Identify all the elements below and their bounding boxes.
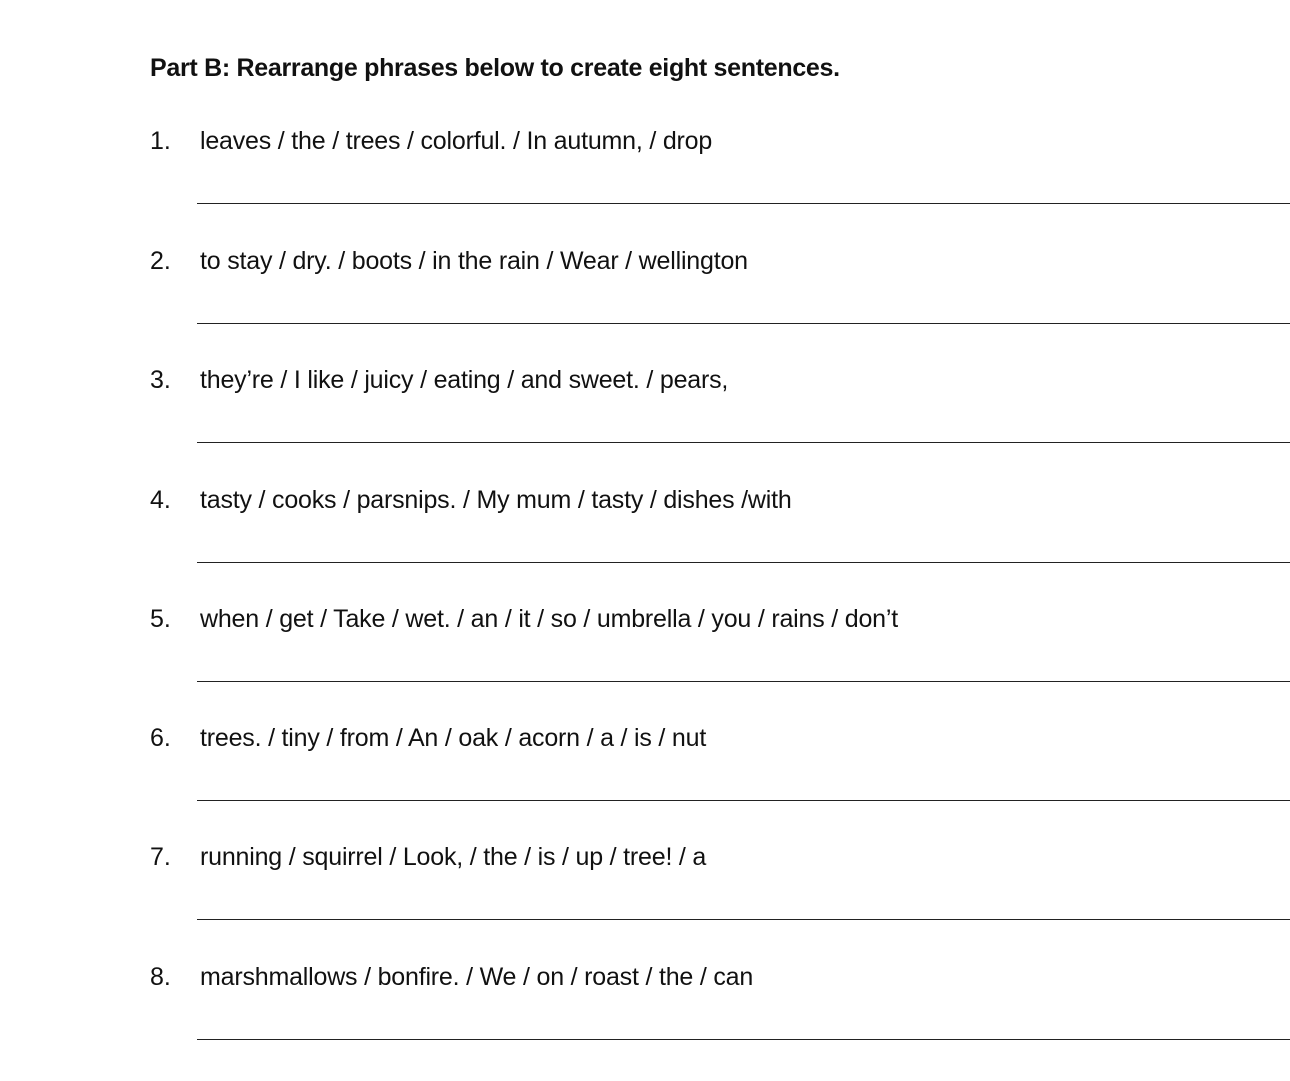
answer-line[interactable] bbox=[197, 681, 1290, 682]
item-number: 8. bbox=[150, 963, 171, 991]
scrambled-phrases: leaves / the / trees / colorful. / In autumn, / drop bbox=[200, 127, 713, 155]
exercise-item bbox=[0, 841, 1290, 961]
section-title: Part B: Rearrange phrases below to create eight sentences. bbox=[150, 54, 840, 82]
item-number: 1. bbox=[150, 127, 171, 155]
answer-line[interactable] bbox=[197, 562, 1290, 563]
answer-line[interactable] bbox=[197, 919, 1290, 920]
scrambled-phrases: when / get / Take / wet. / an / it / so / umbrella / you / rains / don’t bbox=[200, 605, 898, 633]
item-number: 4. bbox=[150, 486, 171, 514]
exercise-item bbox=[0, 961, 1290, 1081]
scrambled-phrases: marshmallows / bonfire. / We / on / roast / the / can bbox=[200, 963, 754, 991]
answer-line[interactable] bbox=[197, 1039, 1290, 1040]
exercise-item bbox=[0, 364, 1290, 484]
scrambled-phrases: to stay / dry. / boots / in the rain / Wear / wellington bbox=[200, 247, 748, 275]
answer-line[interactable] bbox=[197, 800, 1290, 801]
scrambled-phrases: they’re / I like / juicy / eating / and sweet. / pears, bbox=[200, 366, 729, 394]
exercise-item bbox=[0, 484, 1290, 604]
exercise-item bbox=[0, 125, 1290, 245]
item-number: 5. bbox=[150, 605, 171, 633]
exercise-item bbox=[0, 245, 1290, 365]
scrambled-phrases: trees. / tiny / from / An / oak / acorn / a / is / nut bbox=[200, 724, 707, 752]
scrambled-phrases: tasty / cooks / parsnips. / My mum / tasty / dishes /with bbox=[200, 486, 792, 514]
item-number: 3. bbox=[150, 366, 171, 394]
item-number: 2. bbox=[150, 247, 171, 275]
answer-line[interactable] bbox=[197, 442, 1290, 443]
scrambled-phrases: running / squirrel / Look, / the / is / up / tree! / a bbox=[200, 843, 707, 871]
answer-line[interactable] bbox=[197, 323, 1290, 324]
exercise-item bbox=[0, 722, 1290, 842]
item-number: 6. bbox=[150, 724, 171, 752]
exercise-item bbox=[0, 603, 1290, 723]
item-number: 7. bbox=[150, 843, 171, 871]
answer-line[interactable] bbox=[197, 203, 1290, 204]
